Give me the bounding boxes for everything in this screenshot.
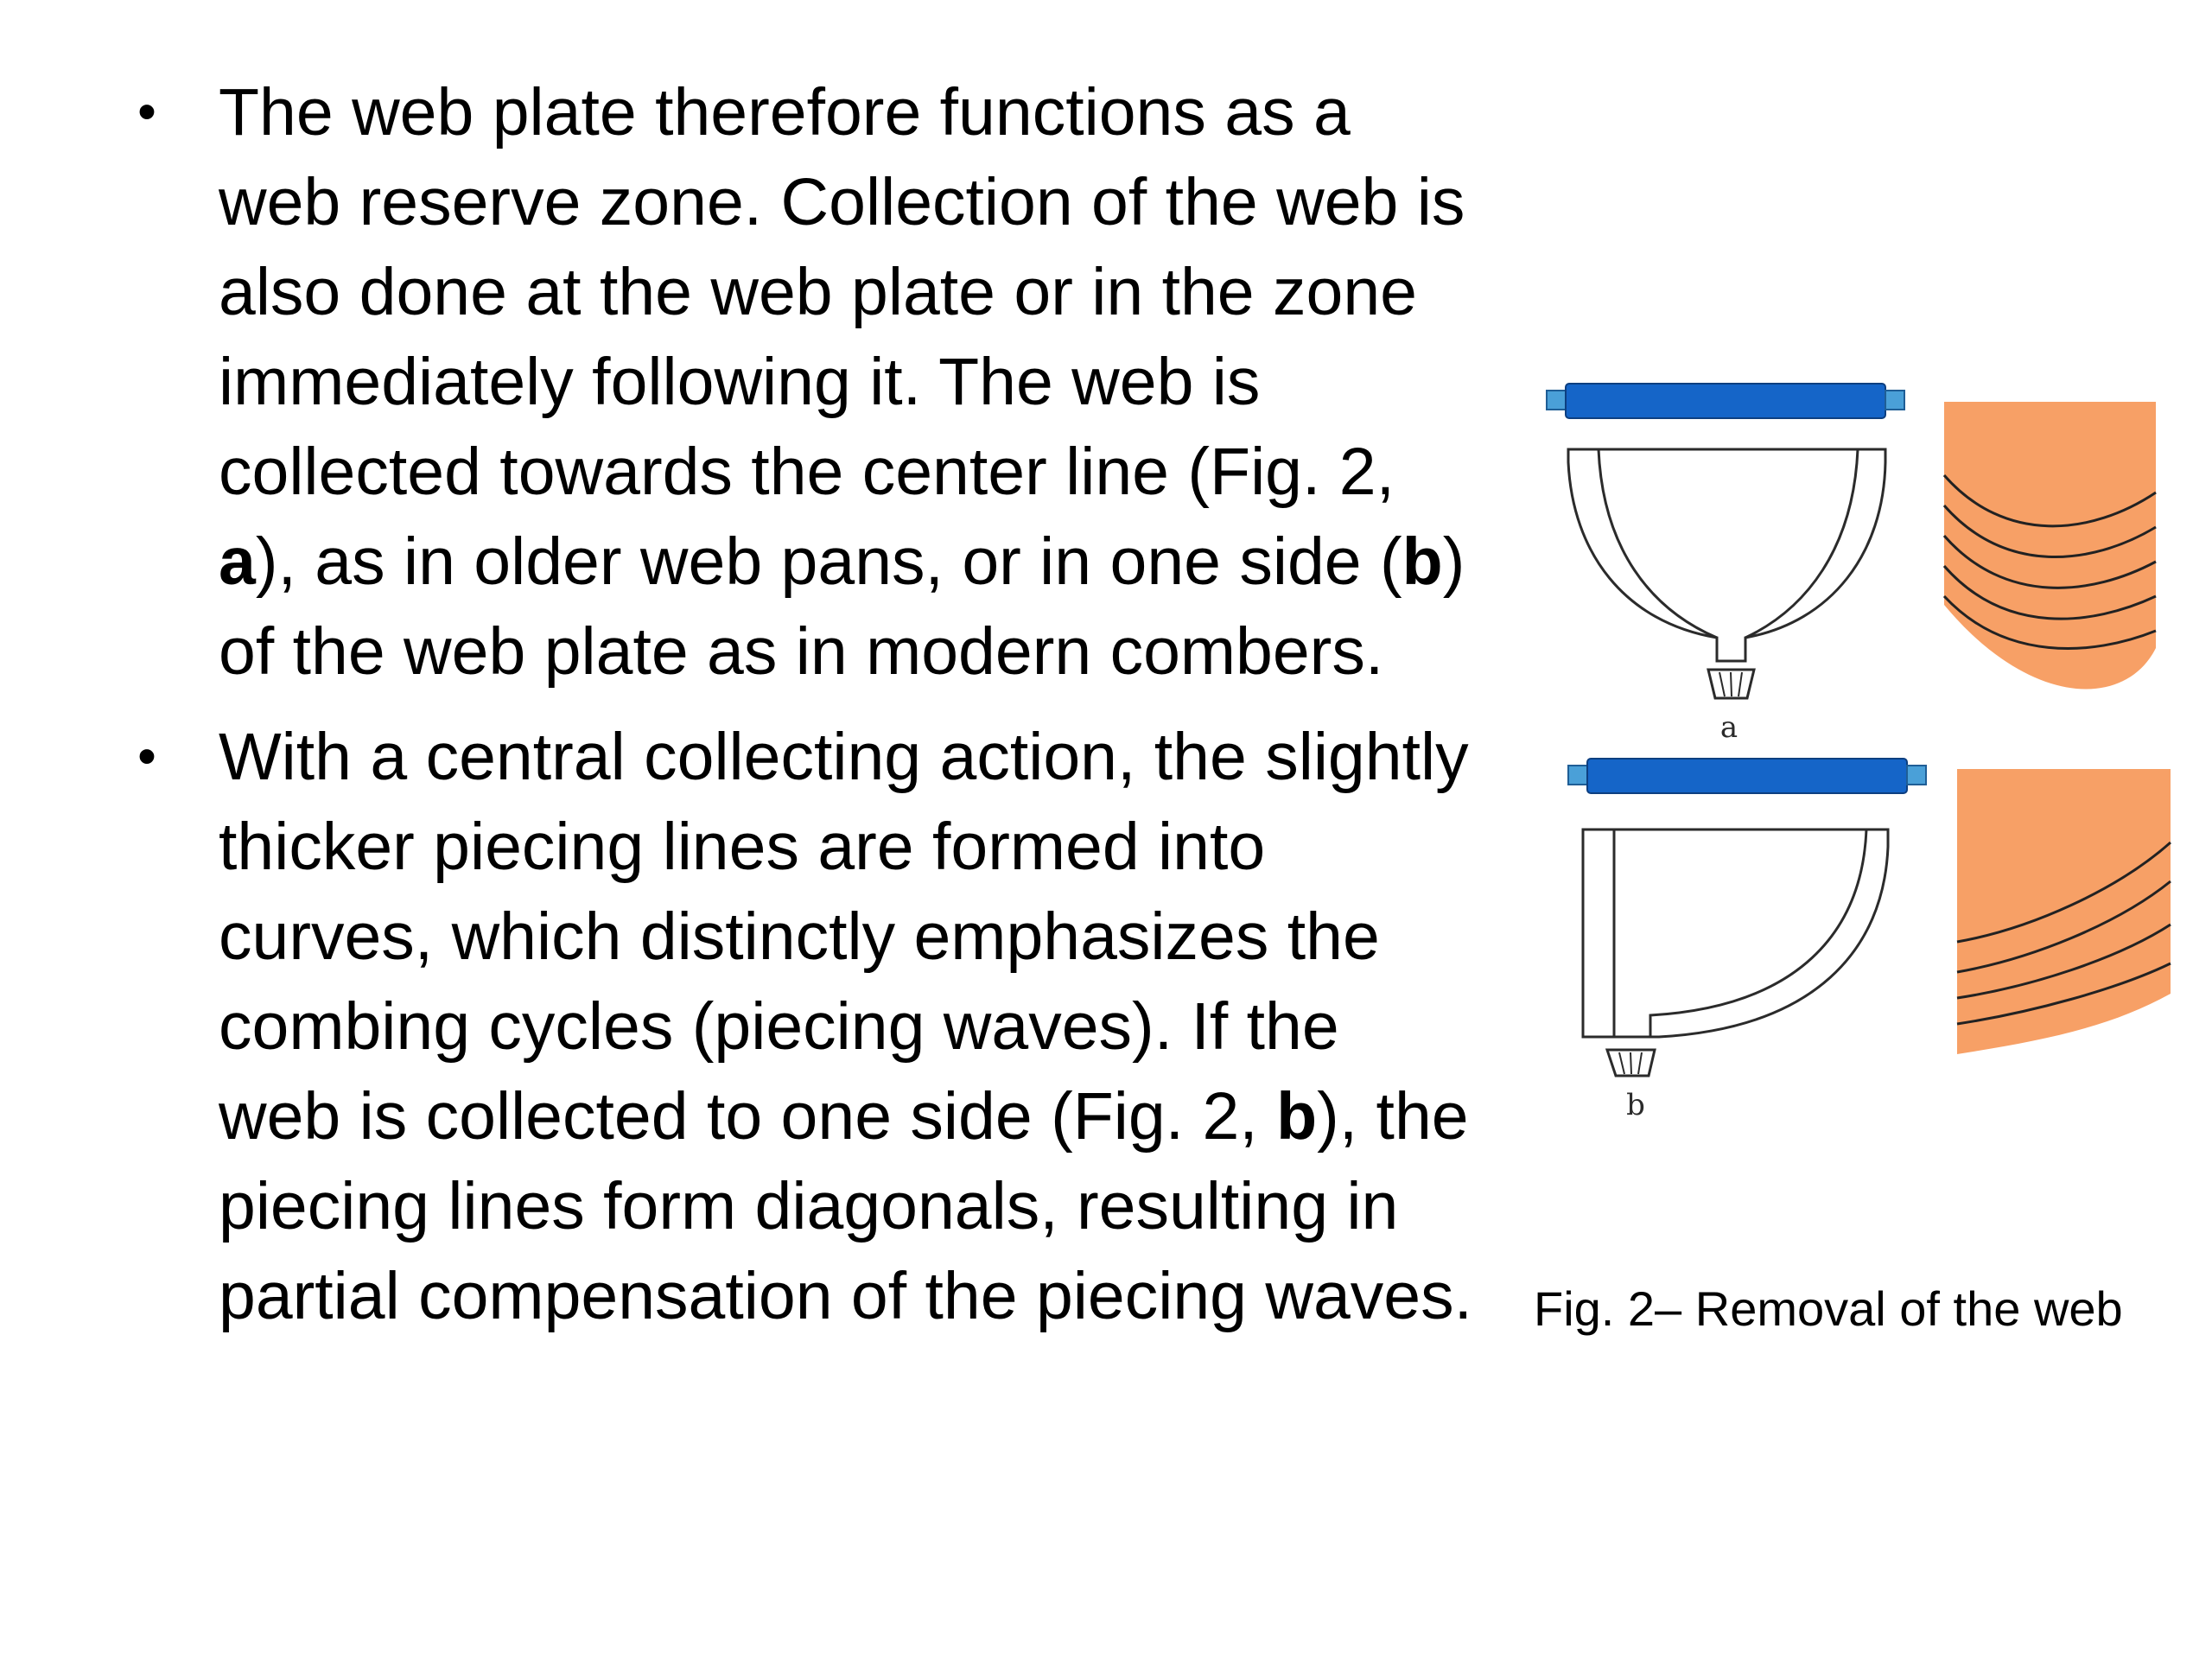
roller-b-right-end	[1907, 766, 1926, 785]
bold-segment: b	[1402, 524, 1443, 599]
roller-b	[1568, 759, 1926, 793]
text-segment: The web plate therefore functions as a web reserve zone. Collection of the web is also done at the web plate or in the zone immediately following it. The web is collected towards the center line (Fig. 2,	[219, 75, 1465, 509]
bullet-marker: •	[137, 727, 156, 786]
web-removal-figure	[1521, 363, 2195, 1141]
text-segment: ), as in older web pans, or in one side (	[255, 524, 1402, 599]
bullet-item	[130, 67, 1478, 696]
web-sample-b	[1957, 769, 2171, 1054]
roller-b-left-end	[1568, 766, 1587, 785]
web-sample-a-fill	[1944, 402, 2156, 689]
web-pan-a-outline	[1568, 449, 1885, 661]
roller-b-body	[1587, 759, 1907, 793]
bullet-text	[219, 75, 1465, 689]
web-pan-b	[1583, 830, 1888, 1076]
roller-a-left-end	[1547, 391, 1566, 410]
web-sample-b-fill	[1957, 769, 2171, 1054]
figure-caption: Fig. 2– Removal of the web	[1534, 1281, 2123, 1336]
label-a: a	[1719, 710, 1738, 745]
bullet-marker: •	[137, 82, 156, 142]
web-pan-b-outline	[1583, 830, 1888, 1037]
web-sample-a	[1944, 402, 2156, 689]
roller-a-right-end	[1885, 391, 1904, 410]
bold-segment: a	[219, 524, 256, 599]
text-segment: ) of the web plate as in modern combers.	[219, 524, 1465, 689]
bold-segment: b	[1276, 1079, 1318, 1154]
roller-a	[1547, 384, 1904, 418]
text-segment: With a central collecting action, the slightly thicker piecing lines are formed into curves, which distinctly emphasizes the combing cycles (piecing waves). If the web is collected to one side (Fig. 2,	[219, 720, 1469, 1154]
roller-a-body	[1566, 384, 1885, 418]
text-segment: ), the piecing lines form diagonals, resulting in partial compensation of the piecing waves.	[219, 1079, 1473, 1333]
label-b: b	[1626, 1088, 1645, 1122]
bullet-item	[130, 712, 1478, 1341]
bullet-text	[219, 720, 1472, 1333]
web-pan-a	[1568, 449, 1885, 698]
web-removal-diagram	[1521, 363, 2195, 1141]
bullet-list	[130, 67, 1478, 1357]
